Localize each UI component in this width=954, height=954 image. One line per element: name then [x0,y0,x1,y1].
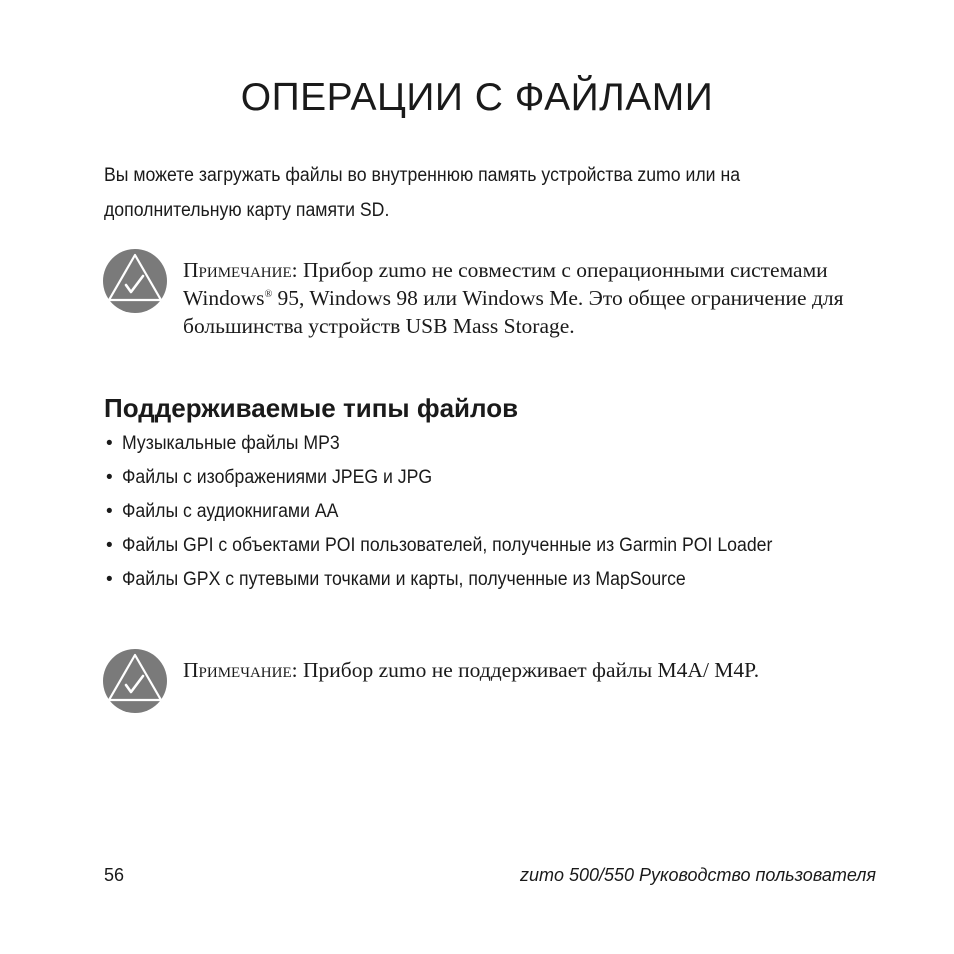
list-item-text: Файлы GPI с объектами POI пользователей, полученные из Garmin POI Loader [122,535,773,556]
list-item-text: Файлы с изображениями JPEG и JPG [122,467,433,488]
registered-mark: ® [264,288,273,300]
bullet: • [106,501,113,522]
note-label: Примечание [183,658,292,682]
list-item-text: Музыкальные файлы MP3 [122,433,340,454]
note-checkmark-icon [102,248,168,314]
list-item [104,495,884,529]
page-title: ОПЕРАЦИИ С ФАЙЛАМИ [240,76,714,119]
bullet: • [106,569,113,590]
page-footer [104,862,876,888]
note-text-part: : Прибор zumo не совместим с операционными системами Windows [183,258,828,310]
bullet: • [106,433,113,454]
list-item [104,529,884,563]
list-item [104,427,884,461]
list-item-text: Файлы GPX с путевыми точками и карты, полученные из MapSource [122,569,686,590]
note-text [183,656,883,684]
note-text-part: : Прибор zumo не поддерживает файлы M4A/ M4P. [291,658,760,682]
list-item-text: Файлы с аудиокнигами AA [122,501,339,522]
list-item [104,563,884,597]
note-text [183,256,883,340]
section-heading: Поддерживаемые типы файлов [104,393,519,423]
bullet: • [106,535,113,556]
page-number: 56 [104,865,125,885]
note-text-part: 95, Windows 98 или Windows Me. Это общее ограничение для большинства устройств USB Mass Storage. [183,286,844,338]
intro-paragraph: Вы можете загружать файлы во внутреннюю память устройства zumo или на дополнительную карту памяти SD. [104,165,741,221]
list-item [104,461,884,495]
note-checkmark-icon [102,648,168,714]
note-label: Примечание [183,258,292,282]
bullet: • [106,467,113,488]
file-type-list [104,427,884,597]
document-title: zumo 500/550 Руководство пользователя [519,865,876,885]
